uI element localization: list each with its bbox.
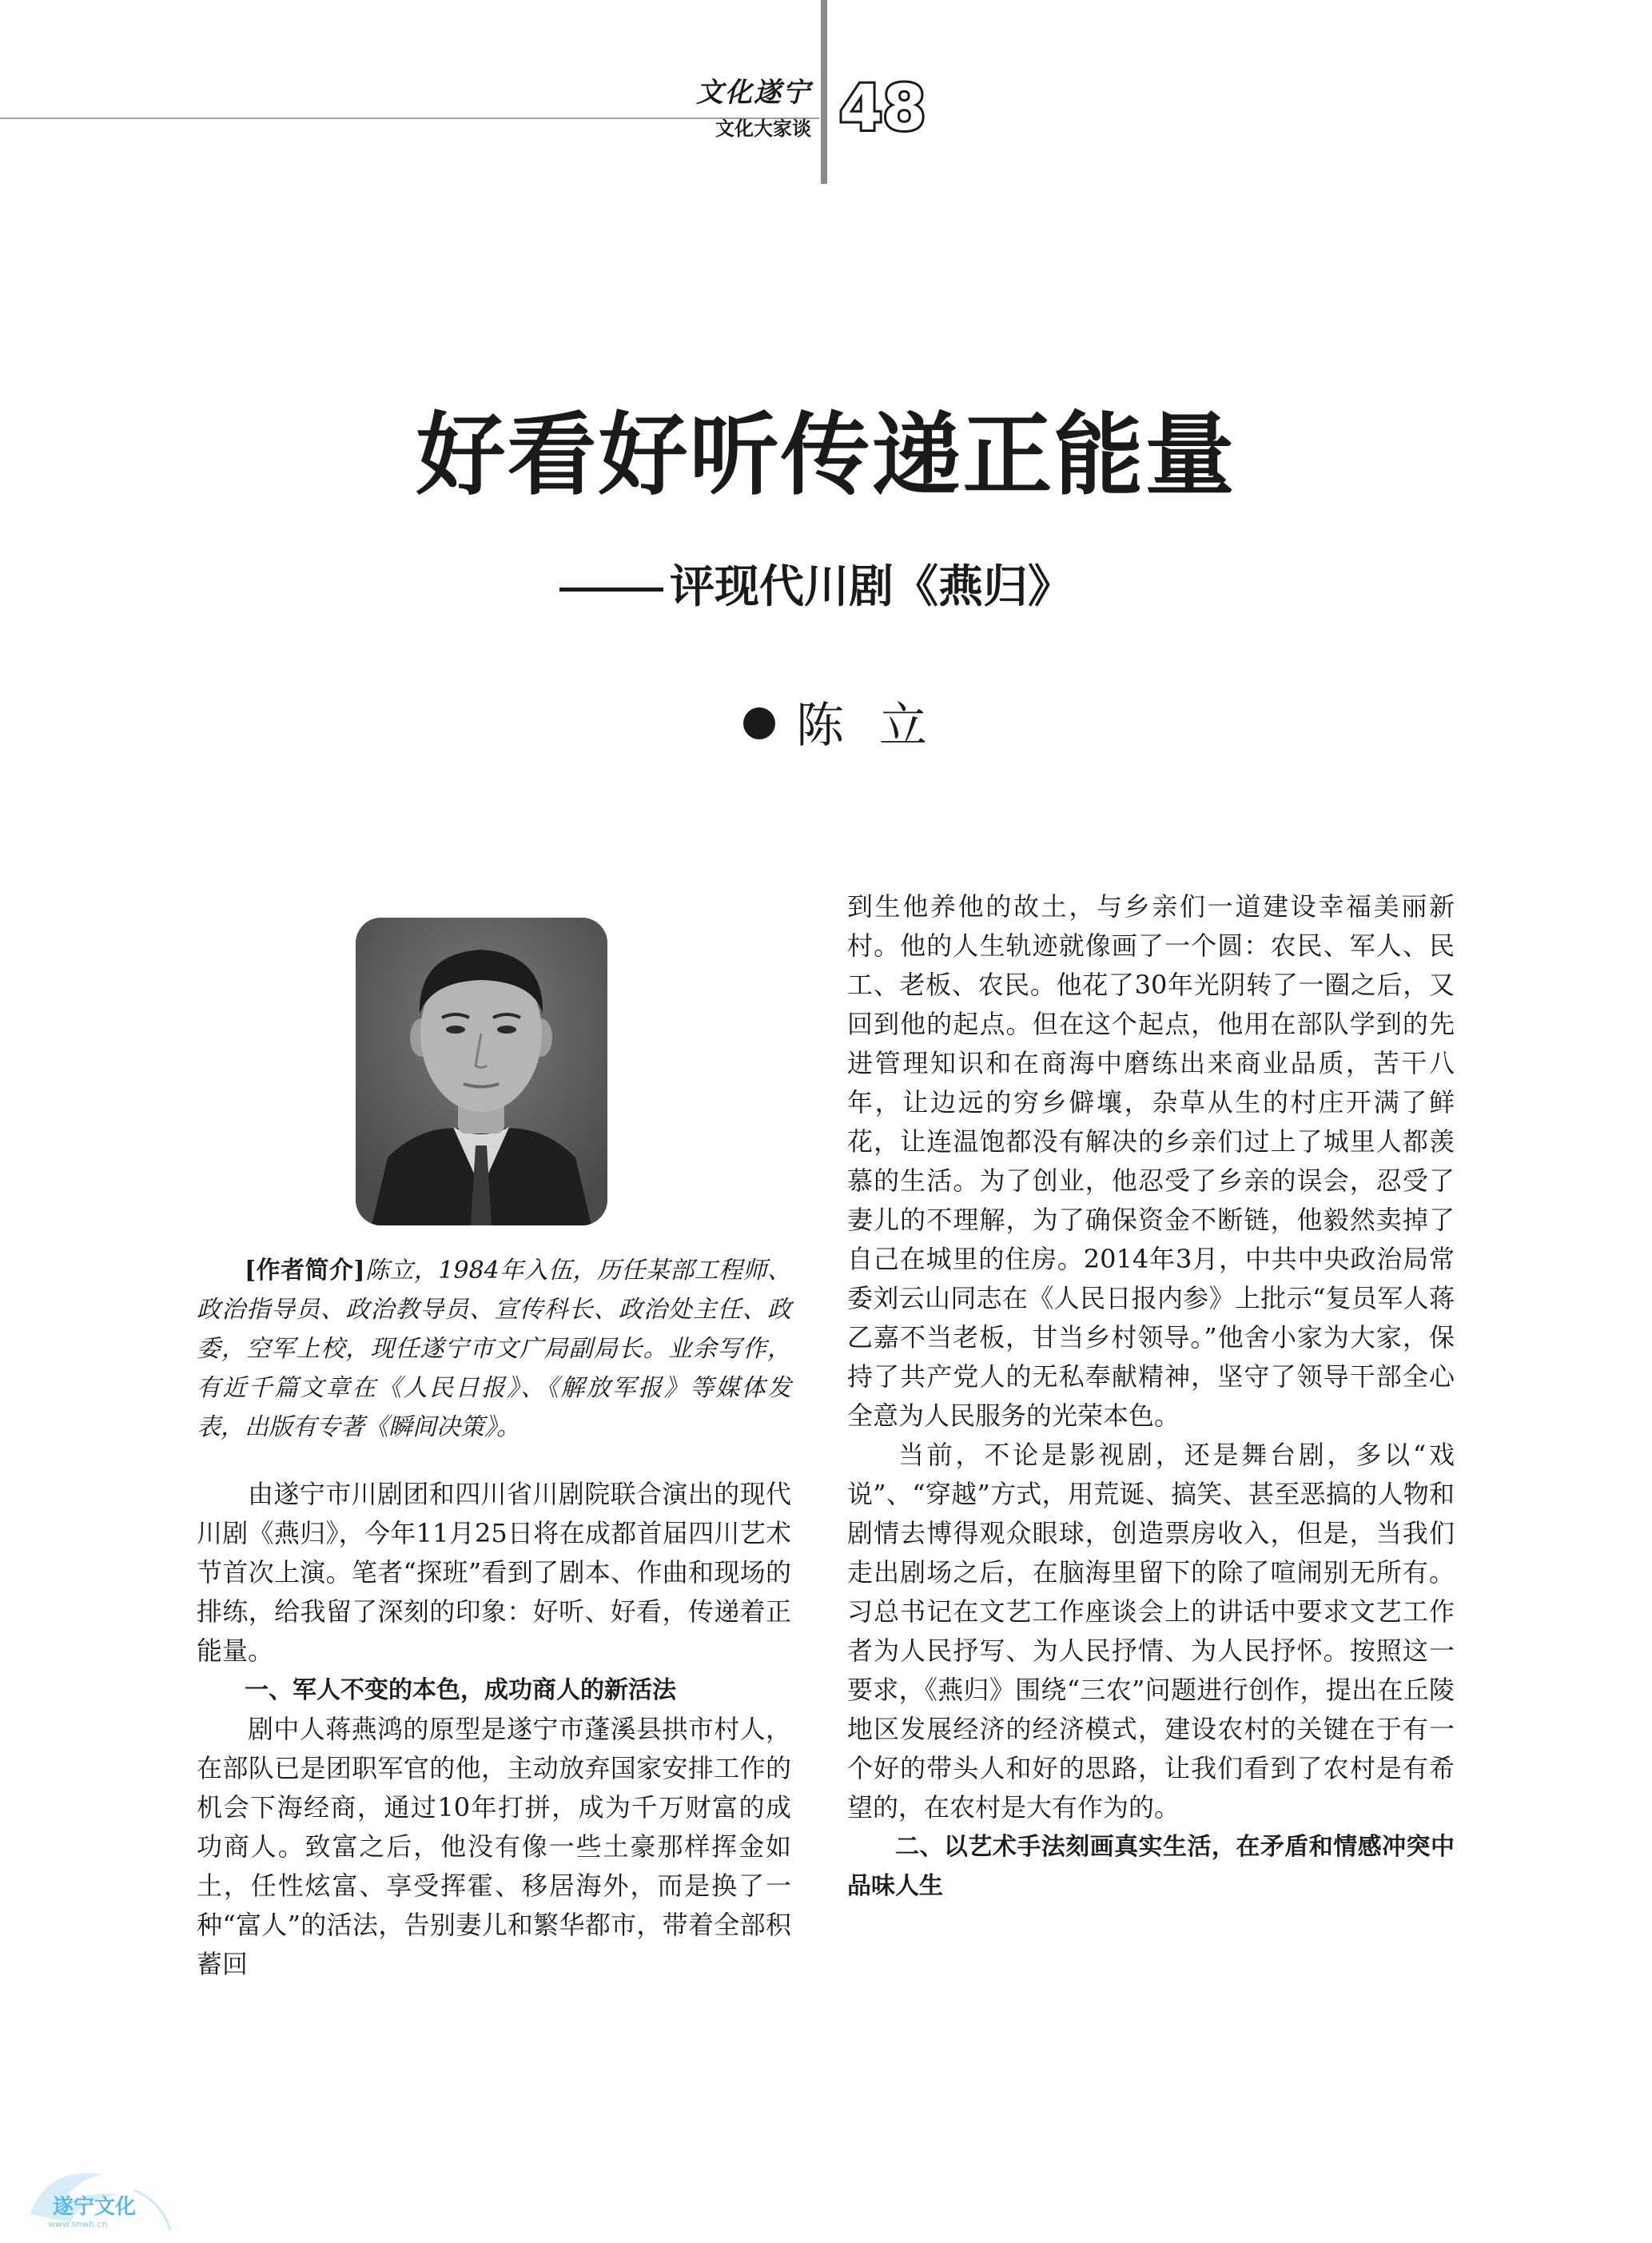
page-number: 48 xyxy=(839,73,926,145)
right-column xyxy=(847,887,1455,1906)
author-name: 陈立 xyxy=(796,698,962,754)
subtitle-text: 评现代川剧《燕归》 xyxy=(670,561,1073,613)
section-heading-2: 二、以艺术手法刻画真实生活，在矛盾和情感冲突中品味人生 xyxy=(847,1833,1455,1900)
article-title: 好看好听传递正能量 xyxy=(416,403,1236,508)
author-photo xyxy=(356,918,607,1225)
left-column xyxy=(197,1475,791,1984)
watermark-url: www.snwh.cn xyxy=(48,2219,108,2229)
author-byline xyxy=(743,694,962,758)
subtitle-dash xyxy=(559,588,663,592)
bullet-dot-icon xyxy=(743,707,775,739)
left-paragraph-2: 剧中人蒋燕鸿的原型是遂宁市蓬溪县拱市村人，在部队已是团职军官的他，主动放弃国家安排工作的机会下海经商，通过10年打拼，成为千万财富的成功商人。致富之后，他没有像一些土豪那样挥金如土，任性炫富、享受挥霍、移居海外，而是换了一种“富人”的活法，告别妻儿和繁华都市，带着全部积蓄回 xyxy=(197,1714,791,1979)
bio-label: [作者简介] xyxy=(245,1257,365,1285)
right-paragraph-2: 当前，不论是影视剧，还是舞台剧，多以“戏说”、“穿越”方式，用荒诞、搞笑、甚至恶搞的人物和剧情去博得观众眼球，创造票房收入，但是，当我们走出剧场之后，在脑海里留下的除了喧闹别无所有。习总书记在文艺工作座谈会上的讲话中要求文艺工作者为人民抒写、为人民抒情、为人民抒怀。按照这一要求，《燕归》围绕“三农”问题进行创作，提出在丘陵地区发展经济的经济模式，建设农村的关键在于有一个好的带头人和好的思路，让我们看到了农村是有希望的，在农村是大有作为的。 xyxy=(847,1440,1455,1823)
author-portrait-icon xyxy=(356,918,607,1225)
author-bio xyxy=(197,1251,791,1447)
header-divider-bar xyxy=(821,0,827,184)
column-header xyxy=(683,77,811,142)
column-subname: 文化大家谈 xyxy=(715,118,811,140)
column-name: 文化遂宁 xyxy=(696,77,811,109)
bio-text: 陈立，1984年入伍，历任某部工程师、政治指导员、政治教导员、宣传科长、政治处主任、政委，空军上校，现任遂宁市文广局副局长。业余写作，有近千篇文章在《人民日报》、《解放军报》等媒体发表，出版有专著《瞬间决策》。 xyxy=(197,1257,791,1441)
right-paragraph-1: 到生他养他的故土，与乡亲们一道建设幸福美丽新村。他的人生轨迹就像画了一个圆：农民、军人、民工、老板、农民。他花了30年光阴转了一圈之后，又回到他的起点。但在这个起点，他用在部队学到的先进管理知识和在商海中磨练出来商业品质，苦干八年，让边远的穷乡僻壤，杂草从生的村庄开满了鲜花，让连温饱都没有解决的乡亲们过上了城里人都羡慕的生活。为了创业，他忍受了乡亲的误会，忍受了妻儿的不理解，为了确保资金不断链，他毅然卖掉了自己在城里的住房。2014年3月，中共中央政治局常委刘云山同志在《人民日报内参》上批示“复员军人蒋乙嘉不当老板，甘当乡村领导。”他舍小家为大家，保持了共产党人的无私奉献精神，坚守了领导干部全心全意为人民服务的光荣本色。 xyxy=(847,891,1455,1431)
article-subtitle xyxy=(559,556,1073,620)
section-heading-1: 一、军人不变的本色，成功商人的新活法 xyxy=(245,1676,676,1704)
watermark-text: 遂宁文化 xyxy=(53,2195,137,2219)
left-paragraph-1: 由遂宁市川剧团和四川省川剧院联合演出的现代川剧《燕归》，今年11月25日将在成都首届四川艺术节首次上演。笔者“探班”看到了剧本、作曲和现场的排练，给我留了深刻的印象：好听、好看，传递着正能量。 xyxy=(197,1479,791,1666)
